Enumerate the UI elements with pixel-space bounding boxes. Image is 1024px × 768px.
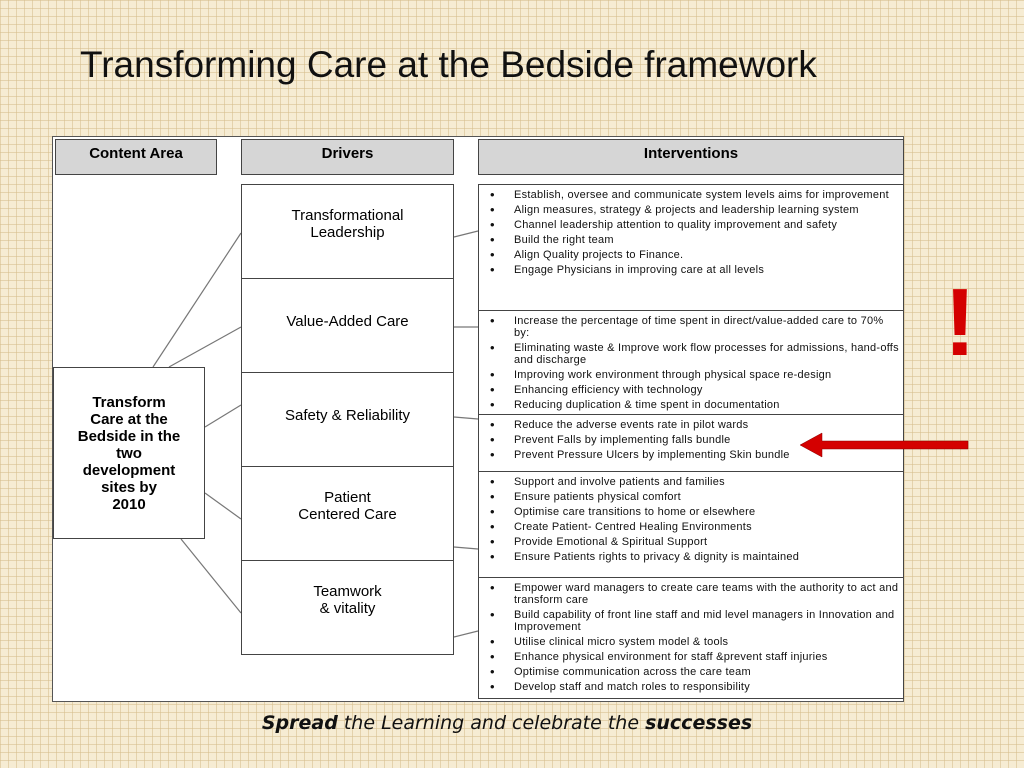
connector-content-to-driver-5 — [181, 539, 241, 613]
connector-driver-4-to-interventions — [454, 547, 478, 549]
list-item: • Build the right team — [487, 234, 901, 246]
driver-label: Safety & Reliability — [284, 407, 411, 424]
connector-content-to-driver-1 — [153, 233, 241, 367]
connector-content-to-driver-3 — [205, 405, 241, 427]
driver-patient-centered-care — [241, 466, 454, 561]
list-item: • Increase the percentage of time spent in direct/value-added care to 70% by: — [487, 315, 901, 339]
interventions-block-leadership — [478, 184, 904, 311]
list-item: • Optimise communication across the care team — [487, 666, 901, 678]
list-item: • Align Quality projects to Finance. — [487, 249, 901, 261]
exclamation-mark: ! — [944, 269, 976, 376]
content-area-text: Transform Care at the Bedside in the two development sites by 2010 — [77, 393, 181, 513]
red-arrow-icon — [800, 432, 972, 458]
list-item: • Channel leadership attention to quality improvement and safety — [487, 219, 901, 231]
list-item: • Improving work environment through physical space re-design — [487, 369, 901, 381]
content-area-box — [53, 367, 205, 539]
list-item: • Ensure patients physical comfort — [487, 491, 901, 503]
list-item: • Ensure Patients rights to privacy & dignity is maintained — [487, 551, 901, 563]
drivers-column — [241, 185, 454, 655]
list-item: • Establish, oversee and communicate system levels aims for improvement — [487, 189, 901, 201]
driver-safety-reliability — [241, 372, 454, 467]
list-item: • Align measures, strategy & projects and leadership learning system — [487, 204, 901, 216]
list-item: • Empower ward managers to create care teams with the authority to act and transform care — [487, 582, 901, 606]
list-item: • Reducing duplication & time spent in documentation — [487, 399, 901, 411]
list-item: • Develop staff and match roles to responsibility — [487, 681, 901, 693]
connector-driver-1-to-interventions — [454, 231, 478, 237]
connector-content-to-driver-4 — [205, 493, 241, 519]
header-interventions: Interventions — [478, 139, 904, 175]
footer-word-spread: Spread — [261, 712, 338, 734]
interventions-block-value-added — [478, 310, 904, 415]
driver-label: Value-Added Care — [286, 313, 409, 330]
interventions-block-teamwork — [478, 577, 904, 699]
driver-label: Teamwork & vitality — [313, 583, 382, 617]
list-item: • Optimise care transitions to home or elsewhere — [487, 506, 901, 518]
list-item: • Enhancing efficiency with technology — [487, 384, 901, 396]
slide-title: Transforming Care at the Bedside framework — [80, 44, 817, 85]
driver-label: Patient Centered Care — [298, 489, 397, 523]
list-item: • Create Patient- Centred Healing Environments — [487, 521, 901, 533]
list-item: • Eliminating waste & Improve work flow processes for admissions, hand-offs and discharge — [487, 342, 901, 366]
driver-transformational-leadership — [241, 184, 454, 279]
list-item: • Prevent Falls by implementing falls bundle — [487, 434, 901, 446]
footer-caption — [0, 712, 1014, 734]
list-item: • Provide Emotional & Spiritual Support — [487, 536, 901, 548]
interventions-block-patient-centered — [478, 471, 904, 578]
driver-value-added-care — [241, 278, 454, 373]
connector-content-to-driver-2 — [169, 327, 241, 367]
connector-driver-3-to-interventions — [454, 417, 478, 419]
driver-teamwork-vitality — [241, 560, 454, 655]
list-item: • Prevent Pressure Ulcers by implementing Skin bundle — [487, 449, 901, 461]
connector-driver-5-to-interventions — [454, 631, 478, 637]
list-item: • Reduce the adverse events rate in pilot wards — [487, 419, 901, 431]
header-content-area: Content Area — [55, 139, 217, 175]
footer-middle-text: the Learning and celebrate the — [337, 712, 646, 734]
header-drivers: Drivers — [241, 139, 454, 175]
footer-word-successes: successes — [645, 712, 753, 734]
list-item: • Build capability of front line staff and mid level managers in Innovation and Improvement — [487, 609, 901, 633]
framework-diagram — [52, 136, 904, 702]
list-item: • Engage Physicians in improving care at all levels — [487, 264, 901, 276]
list-item: • Enhance physical environment for staff &prevent staff injuries — [487, 651, 901, 663]
list-item: • Support and involve patients and families — [487, 476, 901, 488]
list-item: • Utilise clinical micro system model & tools — [487, 636, 901, 648]
driver-label: Transformational Leadership — [291, 207, 404, 241]
